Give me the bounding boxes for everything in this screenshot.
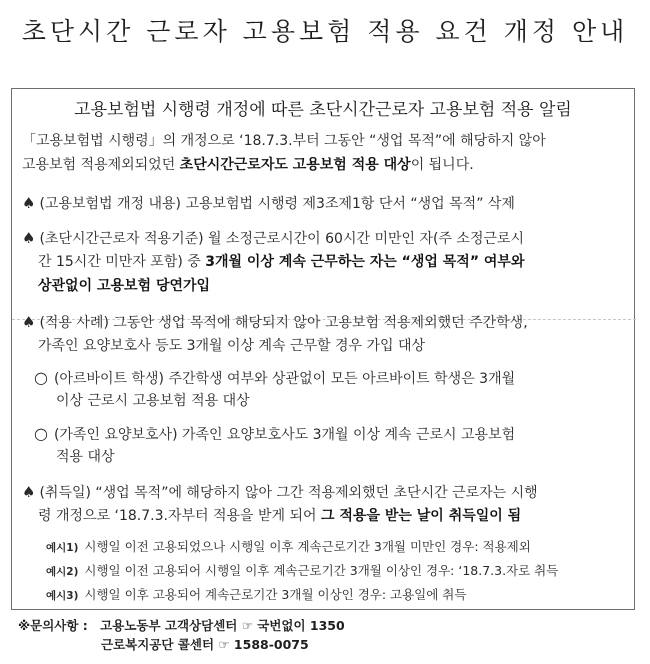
example-text: 시행일 이전 고용되어 시행일 이후 계속근로기간 3개월 이상인 경우: ‘18.7.3.자로 취득	[84, 563, 559, 578]
criteria-text-1: (초단시간근로자 적용기준) 월 소정근로시간이 60시간 미만인 자(주 소정근로시	[39, 231, 525, 247]
sub-caregiver-line-1	[34, 423, 628, 446]
notice-box	[11, 88, 635, 610]
bullet-criteria-line-3: 상관없이 고용보험 당연가입	[38, 278, 211, 294]
intro-text: 고용보험 적용제외되었던	[22, 157, 180, 173]
example-label: 예시1)	[46, 542, 79, 554]
spade-icon: ♠	[22, 313, 36, 331]
page-title: 초단시간 근로자 고용보험 적용 요건 개정 안내	[21, 17, 629, 46]
spade-icon: ♠	[22, 229, 36, 247]
cases-text-1: (적용 사례) 그동안 생업 목적에 해당되지 않아 고용보험 적용제외했던 주간학생,	[39, 315, 528, 331]
notice-heading: 고용보험법 시행령 개정에 따른 초단시간근로자 고용보험 적용 알림	[74, 100, 572, 120]
bullet-cases-line-2: 가족인 요양보호사 등도 3개월 이상 계속 근무할 경우 가입 대상	[38, 338, 426, 354]
intro-line-1: 「고용보험법 시행령」의 개정으로 ‘18.7.3.부터 그동안 “생업 목적”에 해당하지 않아	[22, 133, 546, 149]
contact-label: ※문의사항 :	[18, 618, 88, 633]
contact-line-1	[18, 617, 345, 635]
example-1	[46, 536, 628, 559]
circle-icon: ○	[34, 424, 48, 443]
example-text: 시행일 이전 고용되었으나 시행일 이후 계속근로기간 3개월 미만인 경우: 적용제외	[84, 539, 531, 554]
bullet-criteria-line-2	[38, 252, 628, 273]
parttime-text-1: (아르바이트 학생) 주간학생 여부와 상관없이 모든 아르바이트 학생은 3개월	[53, 371, 516, 387]
acquisition-emphasis: 그 적용을 받는 날이 취득일이 됨	[321, 508, 522, 524]
intro-ending: 이 됩니다.	[410, 157, 474, 173]
circle-icon: ○	[34, 368, 48, 387]
example-2	[46, 560, 628, 583]
intro-emphasis: 초단시간근로자도 고용보험 적용 대상	[179, 157, 411, 173]
example-label: 예시3)	[46, 590, 79, 602]
bullet-cases-line-1	[22, 312, 628, 334]
criteria-text-2: 간 15시간 미만자 포함) 중	[38, 254, 206, 270]
example-3	[46, 584, 628, 607]
bullet-revision-text: (고용보험법 개정 내용) 고용보험법 시행령 제3조제1항 단서 “생업 목적” 삭제	[39, 196, 515, 212]
example-label: 예시2)	[46, 566, 79, 578]
sub-caregiver-line-2: 적용 대상	[56, 449, 115, 465]
bullet-acquisition-line-1	[22, 482, 628, 504]
sub-parttime-line-2: 이상 근로시 고용보험 적용 대상	[56, 393, 250, 409]
caregiver-text-1: (가족인 요양보호사) 가족인 요양보호사도 3개월 이상 계속 근로시 고용보험	[53, 427, 516, 443]
spade-icon: ♠	[22, 194, 36, 212]
acquisition-text-1: (취득일) “생업 목적”에 해당하지 않아 그간 적용제외했던 초단시간 근로자는 시행	[39, 485, 538, 501]
sub-parttime-line-1	[34, 367, 628, 390]
bullet-revision	[22, 193, 628, 215]
spade-icon: ♠	[22, 483, 36, 501]
bullet-criteria-line-1	[22, 228, 628, 250]
example-text: 시행일 이후 고용되어 계속근로기간 3개월 이상인 경우: 고용일에 취득	[84, 587, 467, 602]
intro-line-2	[22, 155, 628, 176]
acquisition-text-2: 령 개정으로 ‘18.7.3.자부터 적용을 받게 되어	[38, 508, 321, 524]
bullet-acquisition-line-2	[38, 506, 628, 527]
contact-line-2: 근로복지공단 콜센터 ☞ 1588-0075	[101, 637, 309, 652]
contact-moel: 고용노동부 고객상담센터 ☞ 국번없이 1350	[100, 618, 345, 633]
criteria-emphasis: 3개월 이상 계속 근무하는 자는 “생업 목적” 여부와	[205, 254, 525, 270]
